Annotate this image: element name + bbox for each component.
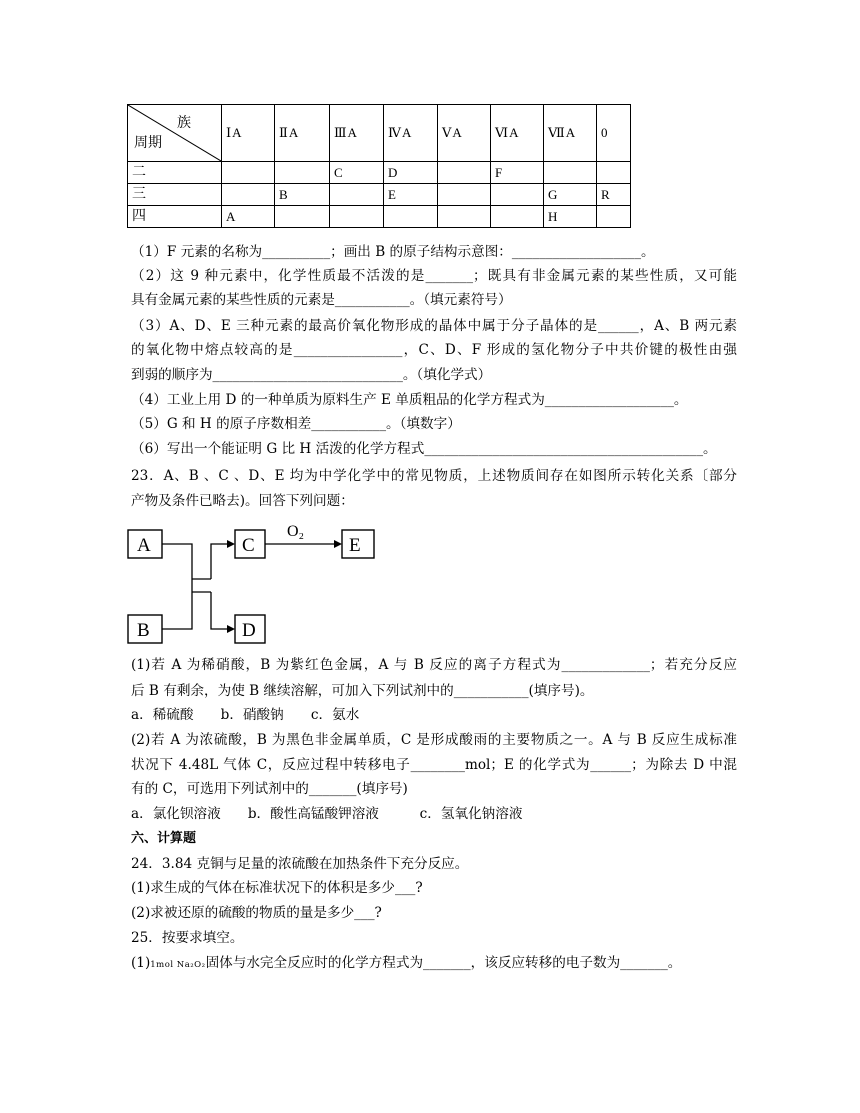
table-cell [384,206,438,228]
question-1: （1）F 元素的名称为__________；画出 B 的原子结构示意图：___________________。 [131,244,655,260]
q25-text: 固体与水完全反应时的化学方程式为_______，该反应转移的电子数为_______。 [205,955,682,971]
sub-2-line-1: (2)若 A 为浓硫酸，B 为黑色非金属单质，C 是形成酸雨的主要物质之一。A 与 B 反应生成标准 [131,732,737,748]
table-cell [491,184,544,206]
group-header: ⅢA [330,105,384,162]
table-cell: C [330,162,384,184]
question-3-line-2: 的氧化物中熔点较高的是________________，C、D、F 形成的氢化物分子中共价键的极性由强 [131,342,737,358]
table-cell [275,162,330,184]
question-3-line-3: 到弱的顺序为____________________________。（填化学式） [131,367,492,383]
table-cell: D [384,162,438,184]
sub-2-line-3: 有的 C，可选用下列试剂中的_______(填序号) [131,781,408,797]
sub-1-line-1: (1)若 A 为稀硝酸，B 为紫红色金属，A 与 B 反应的离子方程式为_____________；若充分反应 [131,657,737,673]
question-24: 24．3.84 克铜与足量的浓硫酸在加热条件下充分反应。 [131,856,469,872]
table-cell: B [275,184,330,206]
question-3-line-1: （3）A、D、E 三种元素的最高价氧化物形成的晶体中属于分子晶体的是______，A、B 两元素 [131,318,737,334]
box-c-label: C [242,535,255,556]
table-cell: H [544,206,597,228]
box-a-label: A [137,535,151,556]
box-b-label: B [137,620,150,641]
question-2-line-2: 具有金属元素的某些性质的元素是___________。（填元素符号） [131,292,512,308]
question-4: （4）工业上用 D 的一种单质为原料生产 E 单质粗品的化学方程式为___________________。 [131,392,688,408]
section-heading: 六、计算题 [131,831,197,846]
group-header: ⅠA [222,105,275,162]
sub-2-options: a．氯化钡溶液 b．酸性高锰酸钾溶液 c．氢氧化钠溶液 [131,806,523,822]
period-label: 四 [128,206,222,228]
connector-lines [162,544,337,629]
table-cell: A [222,206,275,228]
sub-2-line-2: 状况下 4.48L 气体 C，反应过程中转移电子________mol；E 的化学式为______；为除去 D 中混 [131,757,737,773]
sub-1-options: a．稀硫酸 b．硝酸钠 c．氨水 [131,707,360,723]
table-cell [438,206,491,228]
q25-formula: 1mol Na₂O₂ [150,960,206,970]
table-cell: G [544,184,597,206]
corner-group-label: 族 [177,116,191,131]
table-cell [222,162,275,184]
group-header: ⅣA [384,105,438,162]
question-24-part-2: (2)求被还原的硫酸的物质的量是多少___? [131,905,382,921]
table-cell [597,206,631,228]
table-cell: E [384,184,438,206]
table-cell [222,184,275,206]
question-5: （5）G 和 H 的原子序数相差___________。（填数字） [131,416,461,432]
question-6: （6）写出一个能证明 G 比 H 活泼的化学方程式_________________________________________。 [131,441,717,457]
conversion-diagram [127,520,387,645]
q25-prefix: (1) [131,955,151,971]
question-2-line-1: （2）这 9 种元素中，化学性质最不活泼的是_______；既具有非金属元素的某些性质，又可能 [131,268,737,284]
question-23-line-2: 产物及条件已略去)。回答下列问题： [131,493,354,509]
question-25: 25．按要求填空。 [131,930,244,946]
periodic-table [127,104,631,228]
table-row [128,162,631,184]
table-row [128,206,631,228]
group-header: ⅦA [544,105,597,162]
question-23-line-1: 23．A、B 、C 、D、E 均为中学化学中的常见物质，上述物质间存在如图所示转化关系〔部分 [131,468,737,484]
table-header-row [128,105,631,162]
box-e-label: E [349,535,361,556]
group-header: ⅤA [438,105,491,162]
table-cell [438,162,491,184]
arrow-label-o2: O₂ [287,523,305,540]
table-cell: R [597,184,631,206]
table-corner-cell [128,105,222,162]
group-header: ⅡA [275,105,330,162]
table-cell [275,206,330,228]
table-cell [491,206,544,228]
table-cell [438,184,491,206]
box-d-label: D [242,620,256,641]
group-header: ⅥA [491,105,544,162]
corner-period-label: 周期 [134,136,162,151]
table-cell [330,206,384,228]
period-label: 二 [128,162,222,184]
question-24-part-1: (1)求生成的气体在标准状况下的体积是多少___? [131,880,423,896]
question-25-part-1 [131,954,737,974]
table-row [128,184,631,206]
table-cell: F [491,162,544,184]
table-cell [330,184,384,206]
period-label: 三 [128,184,222,206]
group-header: 0 [597,105,631,162]
table-cell [597,162,631,184]
table-cell [544,162,597,184]
sub-1-line-2: 后 B 有剩余，为使 B 继续溶解，可加入下列试剂中的___________(填序号)。 [131,683,594,699]
